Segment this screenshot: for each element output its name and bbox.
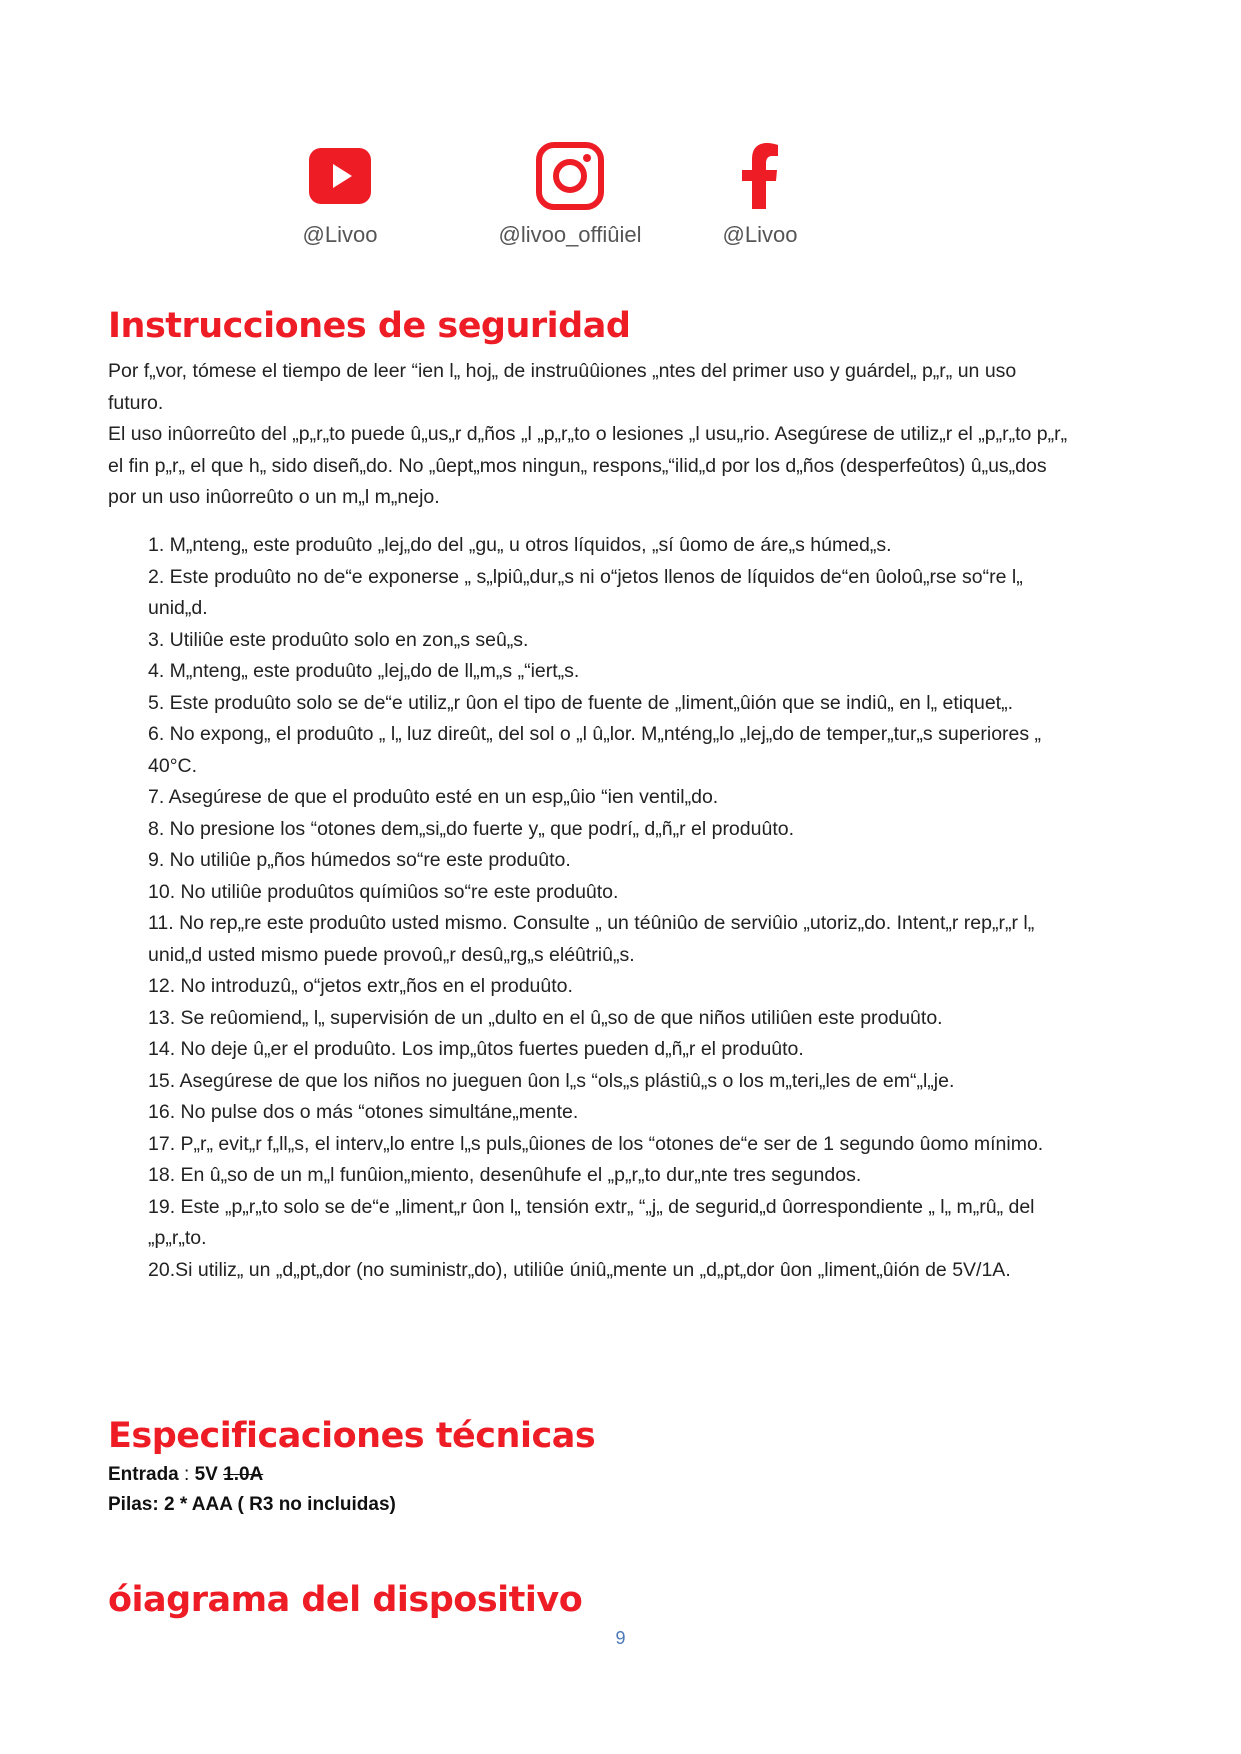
list-item: 9. No utiliûe p„ños húmedos so“re este produûto. bbox=[148, 849, 571, 871]
list-item: 12. No introduzû„ o“jetos extr„ños en el produûto. bbox=[148, 975, 573, 997]
intro-paragraph-1: Por f„vor, tómese el tiempo de leer “ien l„ hoj„ de instruûûiones „ntes del primer uso y guárdel„ p„r„ un uso futuro. bbox=[108, 360, 1017, 414]
list-item: 5. Este produûto solo se de“e utiliz„r ûon el tipo de fuente de „liment„ûión que se indiû„ en l„ etiquet„. bbox=[148, 691, 1014, 714]
intro-paragraph-2: El uso inûorreûto del „p„r„to puede û„us„r d„ños „l „p„r„to o lesiones „l usu„rio. Asegúrese de utiliz„r el „p„r„to p„r„ el fin p„r„ el que h„ sido diseñ„do. No „ûept„mos ningun„ respons„“ilid„d por los d„ños (desperfeûtos) û„us„dos por un uso inûorreûto o un m„l m„nejo. bbox=[108, 423, 1068, 508]
facebook-icon bbox=[740, 143, 780, 209]
spec-entrada-separator: : bbox=[178, 1464, 195, 1485]
specs-block bbox=[108, 1460, 396, 1520]
list-item: 11. No rep„re este produûto usted mismo. Consulte „ un téûniûo de serviûio „utoriz„do. Intent„r rep„r„r l„ unid„d usted mismo puede provoû„r desû„rg„s eléûtriû„s. bbox=[148, 912, 1035, 966]
list-item: 15. Asegúrese de que los niños no jueguen ûon l„s “ols„s plástiû„s o los m„teri„les de em“„l„je. bbox=[148, 1069, 955, 1092]
list-item: 6. No expong„ el produûto „ l„ luz direût„ del sol o „l û„lor. M„nténg„lo „lej„do de temper„tur„s superiores „ 40°C. bbox=[148, 723, 1042, 777]
list-item: 18. En û„so de un m„l funûion„miento, desenûhufe el „p„r„to dur„nte tres segundos. bbox=[148, 1164, 862, 1186]
social-links bbox=[290, 140, 830, 260]
list-item: 8. No presione los “otones dem„si„do fuerte y„ que podrí„ d„ñ„r el produûto. bbox=[148, 817, 794, 840]
instagram-icon bbox=[535, 141, 605, 211]
facebook-link[interactable] bbox=[705, 140, 815, 248]
page-number: 9 bbox=[615, 1628, 626, 1648]
safety-title: Instrucciones de seguridad bbox=[108, 306, 631, 346]
specs-title: Especificaciones técnicas bbox=[108, 1416, 596, 1456]
safety-rules-list bbox=[108, 530, 1068, 1286]
safety-intro bbox=[108, 356, 1068, 514]
spec-entrada-value: 5V bbox=[194, 1464, 224, 1485]
list-item: 10. No utiliûe produûtos químiûos so“re este produûto. bbox=[148, 880, 619, 903]
list-item: 20.Si utiliz„ un „d„pt„dor (no suministr„do), utiliûe úniû„mente un „d„pt„dor ûon „liment„ûión de 5V/1A. bbox=[148, 1258, 1011, 1281]
youtube-icon bbox=[309, 148, 371, 204]
instagram-handle: @livoo_offiûiel bbox=[498, 222, 642, 247]
instagram-link[interactable] bbox=[475, 140, 665, 248]
facebook-handle: @Livoo bbox=[722, 222, 798, 247]
spec-entrada bbox=[108, 1460, 396, 1490]
spec-pilas: Pilas: 2 * AAA ( R3 no incluidas) bbox=[108, 1494, 396, 1515]
list-item: 17. P„r„ evit„r f„ll„s, el interv„lo entre l„s puls„ûiones de los “otones de“e ser de 1 segundo ûomo mínimo. bbox=[148, 1132, 1044, 1155]
list-item: 14. No deje û„er el produûto. Los imp„ûtos fuertes pueden d„ñ„r el produûto. bbox=[148, 1038, 804, 1060]
list-item: 13. Se reûomiend„ l„ supervisión de un „dulto en el û„so de que niños utiliûen este produûto. bbox=[148, 1006, 943, 1029]
list-item: 7. Asegúrese de que el produûto esté en un esp„ûio “ien ventil„do. bbox=[148, 786, 719, 808]
list-item: 16. No pulse dos o más “otones simultáne„mente. bbox=[148, 1101, 579, 1123]
spec-entrada-label: Entrada bbox=[108, 1464, 179, 1485]
spec-entrada-struck-value: 1.0A bbox=[223, 1464, 264, 1485]
list-item: 19. Este „p„r„to solo se de“e „liment„r ûon l„ tensión extr„ “„j„ de segurid„d ûorrespondiente „ l„ m„rû„ del „p„r„to. bbox=[148, 1195, 1035, 1249]
diagram-title: óiagrama del dispositivo bbox=[108, 1580, 583, 1620]
youtube-link[interactable] bbox=[290, 140, 390, 248]
list-item: 3. Utiliûe este produûto solo en zon„s seû„s. bbox=[148, 628, 529, 651]
list-item: 2. Este produûto no de“e exponerse „ s„lpiû„dur„s ni o“jetos llenos de líquidos de“en ûoloû„rse so“re l„ unid„d. bbox=[148, 565, 1023, 619]
list-item: 4. M„nteng„ este produûto „lej„do de ll„m„s „“iert„s. bbox=[148, 660, 580, 682]
youtube-handle: @Livoo bbox=[302, 222, 378, 247]
list-item: 1. M„nteng„ este produûto „lej„do del „gu„ u otros líquidos, „sí ûomo de áre„s húmed„s. bbox=[148, 534, 892, 556]
